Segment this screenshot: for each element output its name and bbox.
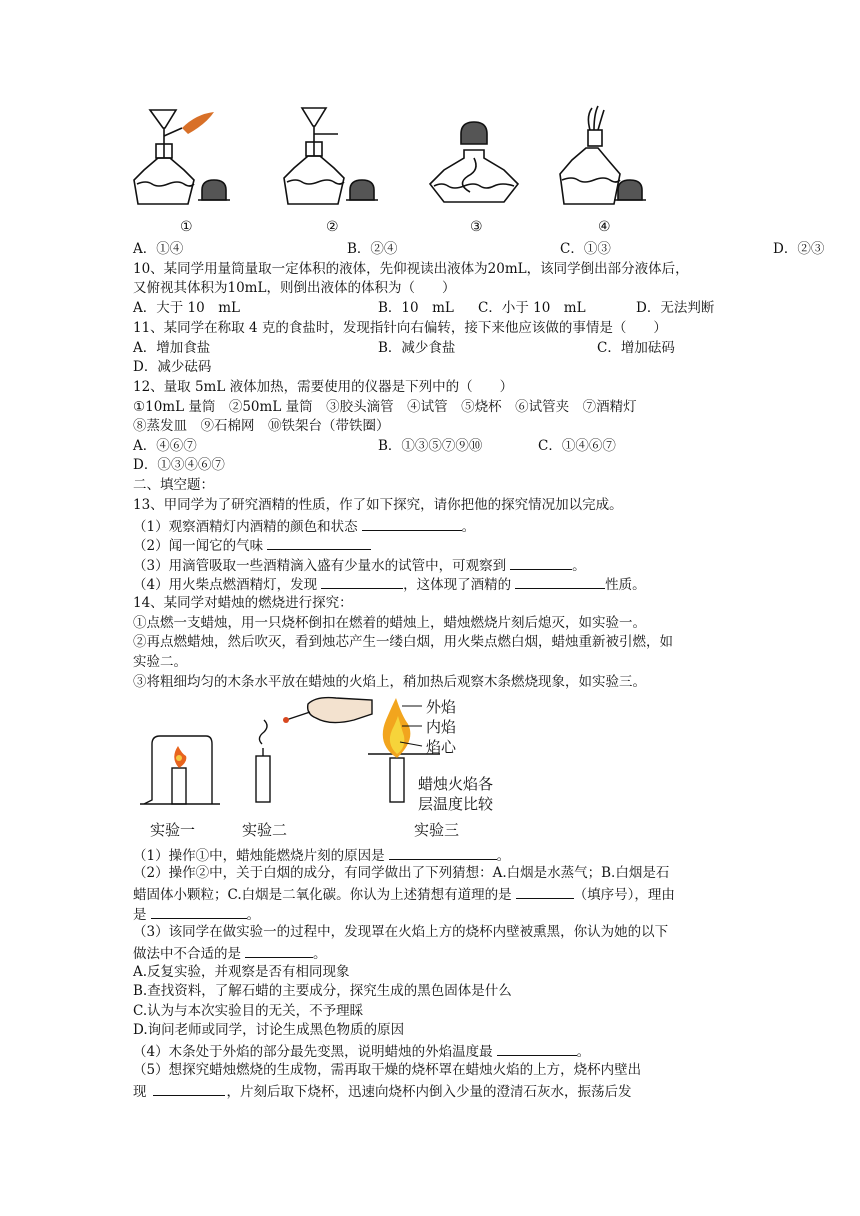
q11-option-a[interactable]: A．增加食盐 xyxy=(133,340,211,356)
q10-option-a[interactable]: A．大于 10 mL xyxy=(133,300,240,316)
flame-label-inner: 内焰 xyxy=(426,718,457,736)
q14-step1: ①点燃一支蜡烛，用一只烧杯倒扣在燃着的蜡烛上，蜡烛燃烧片刻后熄灭，如实验一。 xyxy=(133,615,646,631)
q12-items-line1: ①10mL 量筒 ②50mL 量筒 ③胶头滴管 ④试管 ⑤烧杯 ⑥试管夹 ⑦酒精灯 xyxy=(133,399,637,415)
q9-option-c[interactable]: C．①③ xyxy=(560,241,611,257)
q11-option-b[interactable]: B．减少食盐 xyxy=(378,340,456,356)
q14-sub2-line3: 是 。 xyxy=(133,904,260,924)
q13-blank5[interactable] xyxy=(515,574,605,589)
q14-sub4: （4）木条处于外焰的部分最先变黑，说明蜡烛的外焰温度最 。 xyxy=(133,1041,590,1061)
q9-option-a[interactable]: A．①④ xyxy=(133,241,184,257)
figure-label-1: ① xyxy=(180,219,193,235)
q12-option-c[interactable]: C．①④⑥⑦ xyxy=(538,438,616,454)
q11-option-c[interactable]: C．增加砝码 xyxy=(597,340,675,356)
q14-sub5-line1: （5）想探究蜡烛燃烧的生成物，需再取干燥的烧杯罩在蜡烛火焰的上方，烧杯内壁出 xyxy=(133,1062,642,1078)
q14-sub2-line1: （2）操作②中，关于白烟的成分，有同学做出了下列猜想：A.白烟是水蒸气；B.白烟是石 xyxy=(133,865,670,881)
q13-blank3[interactable] xyxy=(510,555,572,570)
flame-note-line2: 层温度比较 xyxy=(418,795,494,813)
q13-blank1[interactable] xyxy=(362,516,462,531)
q13-blank2[interactable] xyxy=(267,535,371,550)
q14-sub3-option-d[interactable]: D.询问老师或同学，讨论生成黑色物质的原因 xyxy=(133,1022,405,1038)
q9-option-b[interactable]: B．②④ xyxy=(347,241,398,257)
q14-sub3-option-b[interactable]: B.查找资料，了解石蜡的主要成分，探究生成的黑色固体是什么 xyxy=(133,983,512,999)
q14-blank5[interactable] xyxy=(497,1041,577,1056)
flame-note-line1: 蜡烛火焰各 xyxy=(418,775,494,793)
q10-option-d[interactable]: D．无法判断 xyxy=(636,300,715,316)
q14-sub3-option-c[interactable]: C.认为与本次实验目的无关，不予理睬 xyxy=(133,1003,364,1019)
q14-step3: ③将粗细均匀的木条水平放在蜡烛的火焰上，稍加热后观察木条燃烧现象，如实验三。 xyxy=(133,674,646,690)
q14-blank1[interactable] xyxy=(389,845,497,860)
q13-stem: 13、甲同学为了研究酒精的性质，作了如下探究，请你把他的探究情况加以完成。 xyxy=(133,497,623,513)
q13-part4: （4）用火柴点燃酒精灯，发现 ，这体现了酒精的 性质。 xyxy=(133,574,646,594)
q14-blank3[interactable] xyxy=(151,904,247,919)
q14-sub3-line1: （3）该同学在做实验一的过程中，发现罩在火焰上方的烧杯内壁被熏黑，你认为她的以下 xyxy=(133,924,669,940)
q12-option-d[interactable]: D．①③④⑥⑦ xyxy=(133,457,225,473)
q14-sub3-option-a[interactable]: A.反复实验，并观察是否有相同现象 xyxy=(133,964,350,980)
q13-part2: （2）闻一闻它的气味 xyxy=(133,535,371,555)
q12-option-a[interactable]: A．④⑥⑦ xyxy=(133,438,197,454)
caption-exp2: 实验二 xyxy=(242,821,288,839)
q12-stem: 12、量取 5mL 液体加热，需要使用的仪器是下列中的（ ） xyxy=(133,379,514,395)
q14-blank6[interactable] xyxy=(153,1081,225,1096)
q14-sub3-line2: 做法中不合适的是 。 xyxy=(133,943,327,963)
q12-option-b[interactable]: B．①③⑤⑦⑨⑩ xyxy=(378,438,483,454)
q14-step2-line2: 实验二。 xyxy=(133,654,187,670)
alcohol-lamp-figure xyxy=(128,100,648,218)
q13-blank4[interactable] xyxy=(321,574,403,589)
figure-label-4: ④ xyxy=(598,219,611,235)
q10-option-c[interactable]: C．小于 10 mL xyxy=(478,300,586,316)
q10-option-b[interactable]: B．10 mL xyxy=(378,300,454,316)
section-heading: 二、填空题： xyxy=(133,477,214,493)
q14-sub2-line2: 蜡固体小颗粒；C.白烟是二氧化碳。你认为上述猜想有道理的是 （填序号），理由 xyxy=(133,884,675,904)
q13-part1: （1）观察酒精灯内酒精的颜色和状态 。 xyxy=(133,516,475,536)
q12-items-line2: ⑧蒸发皿 ⑨石棉网 ⑩铁架台（带铁圈） xyxy=(133,418,390,434)
q14-step2-line1: ②再点燃蜡烛，然后吹灭，看到烛芯产生一缕白烟，用火柴点燃白烟，蜡烛重新被引燃，如 xyxy=(133,634,673,650)
q11-stem: 11、某同学在称取 4 克的食盐时，发现指针向右偏转，接下来他应该做的事情是（ ） xyxy=(133,320,667,336)
caption-exp3: 实验三 xyxy=(414,821,460,839)
figure-label-3: ③ xyxy=(470,219,483,235)
flame-icon xyxy=(182,112,214,134)
flame-label-outer: 外焰 xyxy=(426,698,457,716)
flame-label-core: 焰心 xyxy=(426,738,457,756)
q11-option-d[interactable]: D．减少砝码 xyxy=(133,359,212,375)
figure-label-2: ② xyxy=(326,219,339,235)
q14-blank2[interactable] xyxy=(516,884,574,899)
q14-blank4[interactable] xyxy=(245,943,313,958)
q14-stem: 14、某同学对蜡烛的燃烧进行探究： xyxy=(133,595,353,611)
caption-exp1: 实验一 xyxy=(150,821,196,839)
q9-option-d[interactable]: D．②③ xyxy=(773,241,825,257)
q13-part3: （3）用滴管吸取一些酒精滴入盛有少量水的试管中，可观察到 。 xyxy=(133,555,586,575)
q10-stem-line1: 10、某同学用量筒量取一定体积的液体，先仰视读出液体为20mL，该同学倒出部分液体后， xyxy=(133,261,689,277)
q10-stem-line2: 又俯视其体积为10mL，则倒出液体的体积为（ ） xyxy=(133,280,456,296)
q14-sub5-line2: 现 ，片刻后取下烧杯，迅速向烧杯内倒入少量的澄清石灰水，振荡后发 xyxy=(133,1081,632,1101)
q14-sub1: （1）操作①中，蜡烛能燃烧片刻的原因是 。 xyxy=(133,845,510,865)
